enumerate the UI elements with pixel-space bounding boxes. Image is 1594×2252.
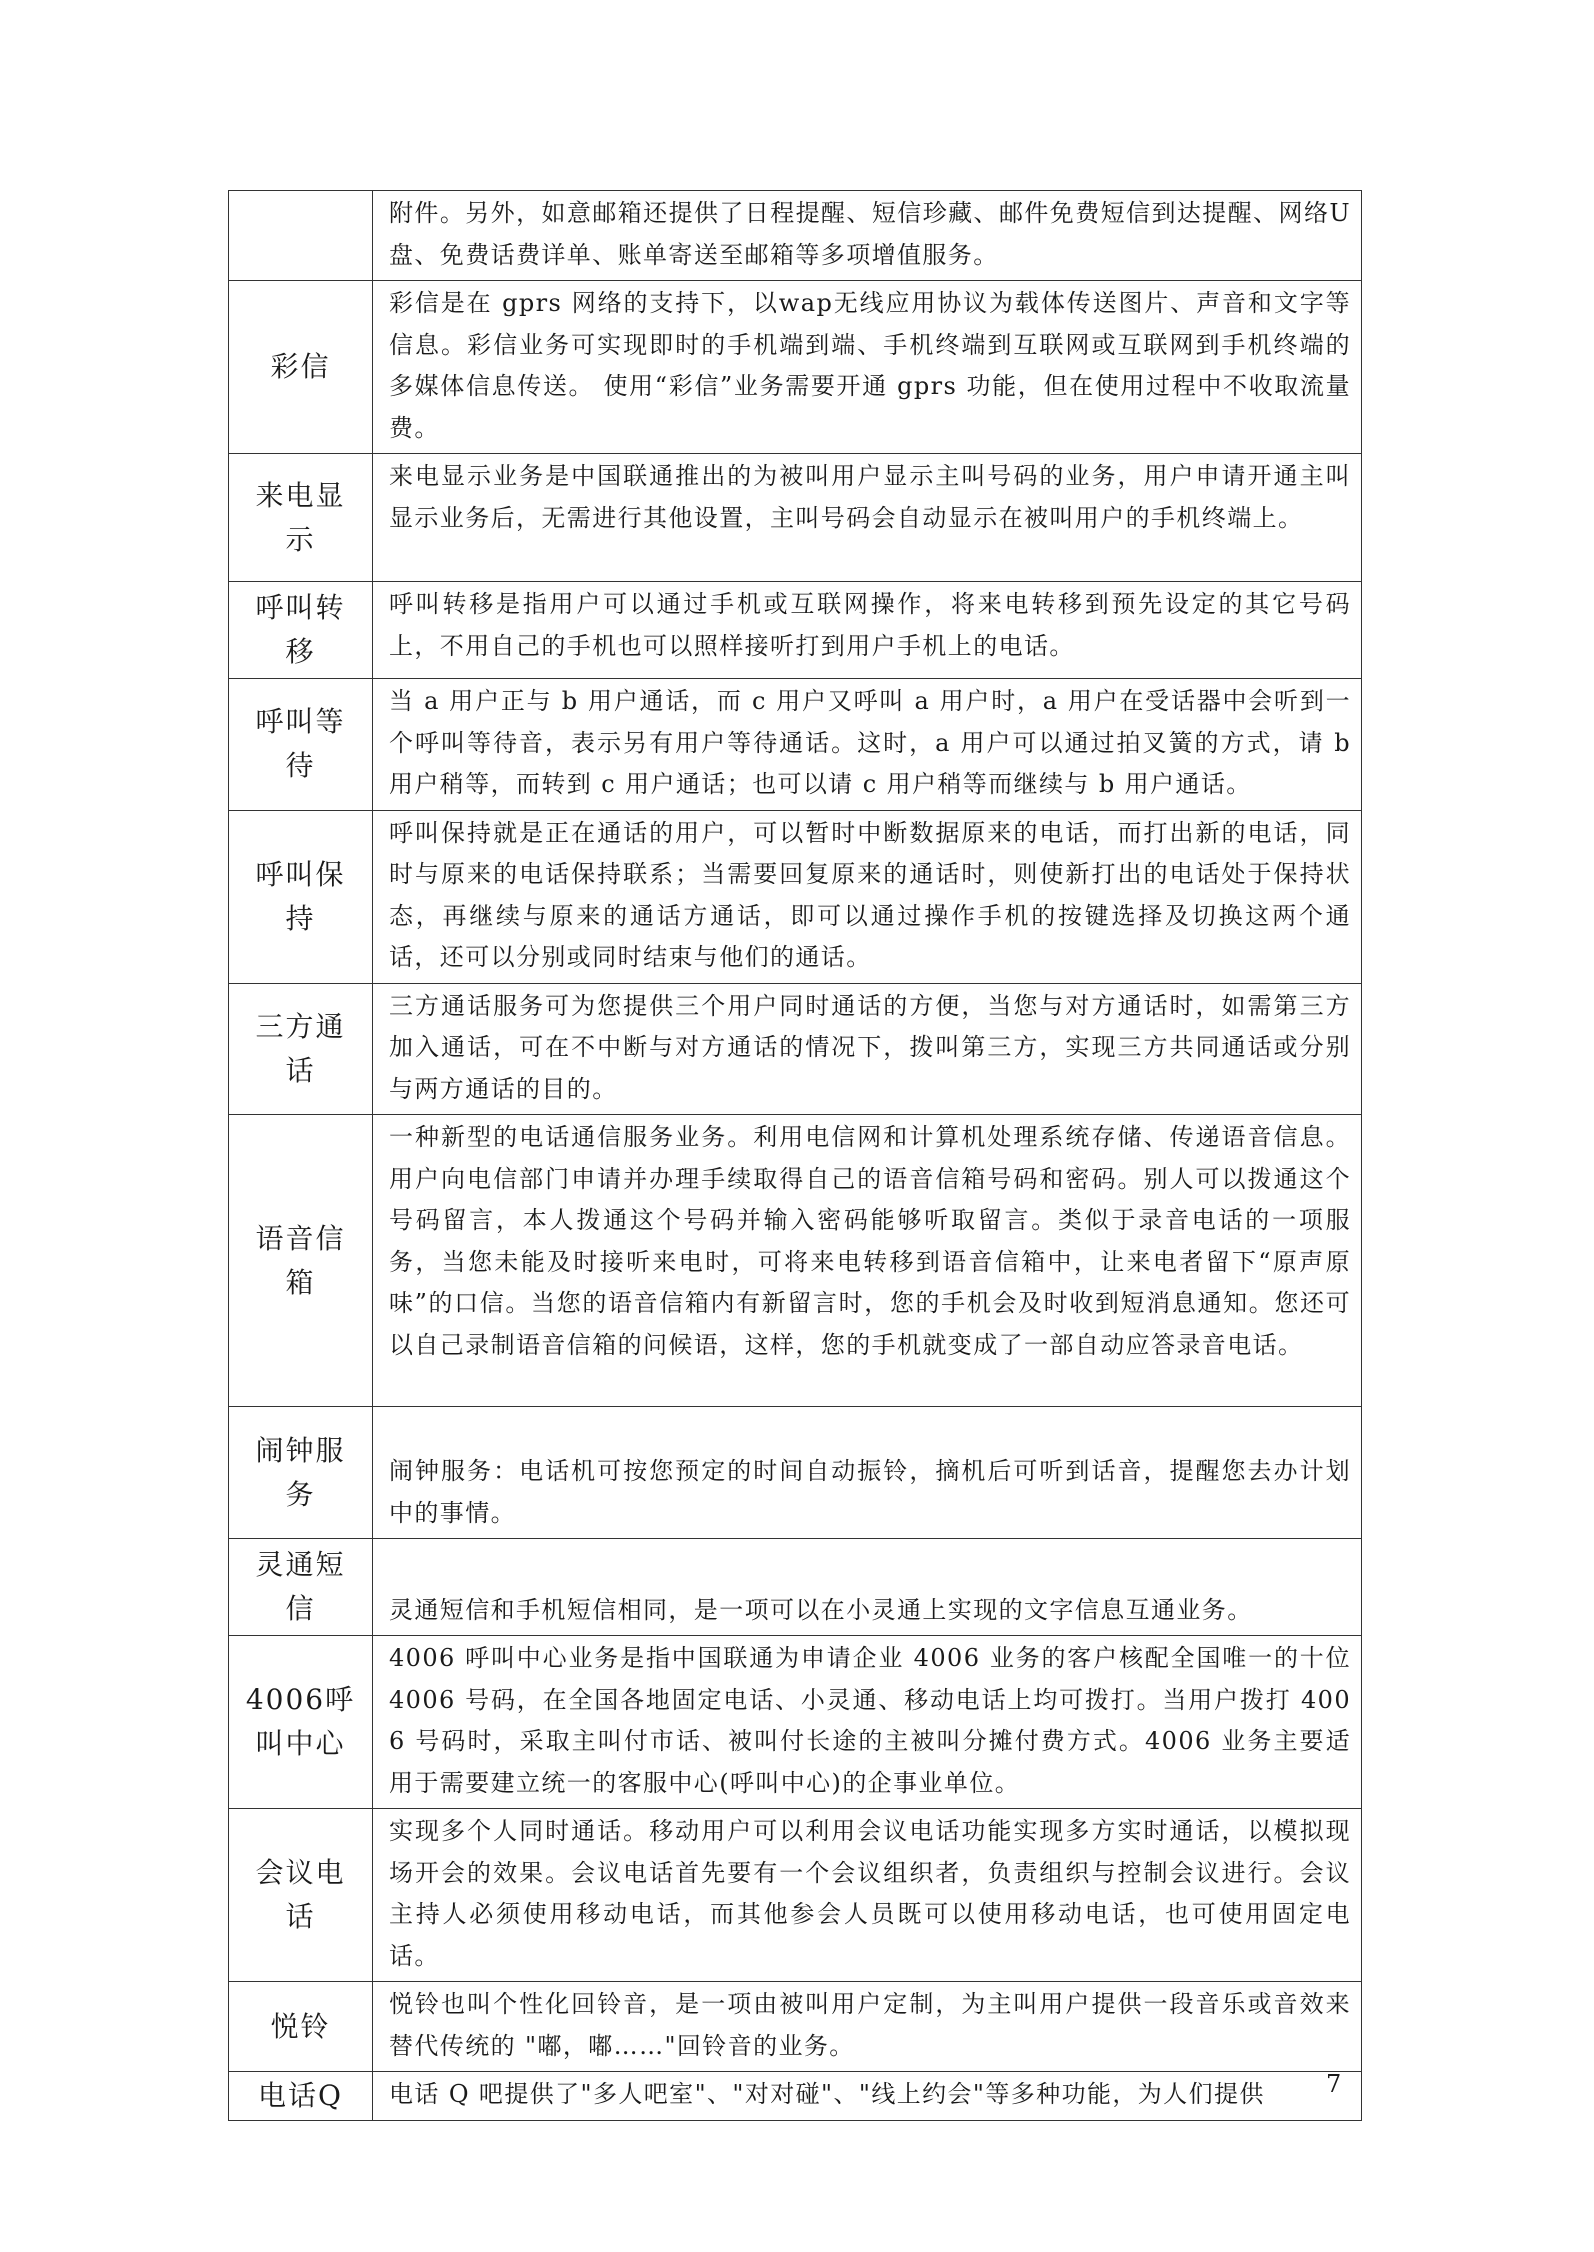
table-row xyxy=(229,983,1362,1115)
service-name xyxy=(229,191,373,281)
service-name: 闹钟服务 xyxy=(229,1407,373,1539)
page-number: 7 xyxy=(1326,2070,1342,2098)
service-name: 来电显示 xyxy=(229,454,373,582)
service-name: 灵通短信 xyxy=(229,1539,373,1636)
service-description: 呼叫保持就是正在通话的用户，可以暂时中断数据原来的电话，而打出新的电话，同时与原来的电话保持联系；当需要回复原来的通话时，则使新打出的电话处于保持状态，再继续与原来的通话方通话，即可以通过操作手机的按键选择及切换这两个通话，还可以分别或同时结束与他们的通话。 xyxy=(373,810,1362,983)
service-description: 悦铃也叫个性化回铃音，是一项由被叫用户定制，为主叫用户提供一段音乐或音效来替代传统的 "嘟，嘟……"回铃音的业务。 xyxy=(373,1982,1362,2072)
service-name: 语音信箱 xyxy=(229,1115,373,1407)
service-name: 呼叫转移 xyxy=(229,582,373,679)
table-row xyxy=(229,1636,1362,1809)
table-row xyxy=(229,454,1362,582)
service-description: 附件。另外，如意邮箱还提供了日程提醒、短信珍藏、邮件免费短信到达提醒、网络U盘、免费话费详单、账单寄送至邮箱等多项增值服务。 xyxy=(373,191,1362,281)
service-description: 4006 呼叫中心业务是指中国联通为申请企业 4006 业务的客户核配全国唯一的十位 4006 号码，在全国各地固定电话、小灵通、移动电话上均可拨打。当用户拨打 4006 号码时，采取主叫付市话、被叫付长途的主被叫分摊付费方式。4006 业务主要适用于需要建立统一的客服中心(呼叫中心)的企事业单位。 xyxy=(373,1636,1362,1809)
service-description: 三方通话服务可为您提供三个用户同时通话的方便，当您与对方通话时，如需第三方加入通话，可在不中断与对方通话的情况下，拨叫第三方，实现三方共同通话或分别与两方通话的目的。 xyxy=(373,983,1362,1115)
table-row xyxy=(229,1407,1362,1539)
service-name: 三方通话 xyxy=(229,983,373,1115)
service-name: 会议电话 xyxy=(229,1809,373,1982)
service-description: 彩信是在 gprs 网络的支持下，以wap无线应用协议为载体传送图片、声音和文字等信息。彩信业务可实现即时的手机端到端、手机终端到互联网或互联网到手机终端的多媒体信息传送。 使用“彩信”业务需要开通 gprs 功能，但在使用过程中不收取流量费。 xyxy=(373,281,1362,454)
table-row xyxy=(229,2072,1362,2121)
table-row xyxy=(229,191,1362,281)
service-name: 呼叫等待 xyxy=(229,679,373,811)
service-name: 彩信 xyxy=(229,281,373,454)
table-row xyxy=(229,1809,1362,1982)
table-row xyxy=(229,679,1362,811)
service-description: 电话 Q 吧提供了"多人吧室"、"对对碰"、"线上约会"等多种功能，为人们提供 xyxy=(373,2072,1362,2121)
service-description: 灵通短信和手机短信相同，是一项可以在小灵通上实现的文字信息互通业务。 xyxy=(373,1539,1362,1636)
service-description: 当 a 用户正与 b 用户通话，而 c 用户又呼叫 a 用户时，a 用户在受话器中会听到一个呼叫等待音，表示另有用户等待通话。这时，a 用户可以通过拍叉簧的方式，请 b 用户稍等，而转到 c 用户通话；也可以请 c 用户稍等而继续与 b 用户通话。 xyxy=(373,679,1362,811)
service-name: 电话Q xyxy=(229,2072,373,2121)
service-description: 闹钟服务：电话机可按您预定的时间自动振铃，摘机后可听到话音，提醒您去办计划中的事情。 xyxy=(373,1407,1362,1539)
service-name: 悦铃 xyxy=(229,1982,373,2072)
service-description: 实现多个人同时通话。移动用户可以利用会议电话功能实现多方实时通话，以模拟现场开会的效果。会议电话首先要有一个会议组织者，负责组织与控制会议进行。会议主持人必须使用移动电话，而其他参会人员既可以使用移动电话，也可使用固定电话。 xyxy=(373,1809,1362,1982)
service-name: 4006呼叫中心 xyxy=(229,1636,373,1809)
table-row xyxy=(229,1539,1362,1636)
service-description: 一种新型的电话通信服务业务。利用电信网和计算机处理系统存储、传递语音信息。用户向电信部门申请并办理手续取得自己的语音信箱号码和密码。别人可以拨通这个号码留言，本人拨通这个号码并输入密码能够听取留言。类似于录音电话的一项服务，当您未能及时接听来电时，可将来电转移到语音信箱中，让来电者留下“原声原味”的口信。当您的语音信箱内有新留言时，您的手机会及时收到短消息通知。您还可以自己录制语音信箱的问候语，这样，您的手机就变成了一部自动应答录音电话。 xyxy=(373,1115,1362,1407)
table-row xyxy=(229,281,1362,454)
service-description: 来电显示业务是中国联通推出的为被叫用户显示主叫号码的业务，用户申请开通主叫显示业务后，无需进行其他设置，主叫号码会自动显示在被叫用户的手机终端上。 xyxy=(373,454,1362,582)
table-row xyxy=(229,582,1362,679)
table-row xyxy=(229,810,1362,983)
services-table xyxy=(228,190,1362,2121)
service-name: 呼叫保持 xyxy=(229,810,373,983)
table-row xyxy=(229,1115,1362,1407)
table-row xyxy=(229,1982,1362,2072)
service-description: 呼叫转移是指用户可以通过手机或互联网操作，将来电转移到预先设定的其它号码上，不用自己的手机也可以照样接听打到用户手机上的电话。 xyxy=(373,582,1362,679)
